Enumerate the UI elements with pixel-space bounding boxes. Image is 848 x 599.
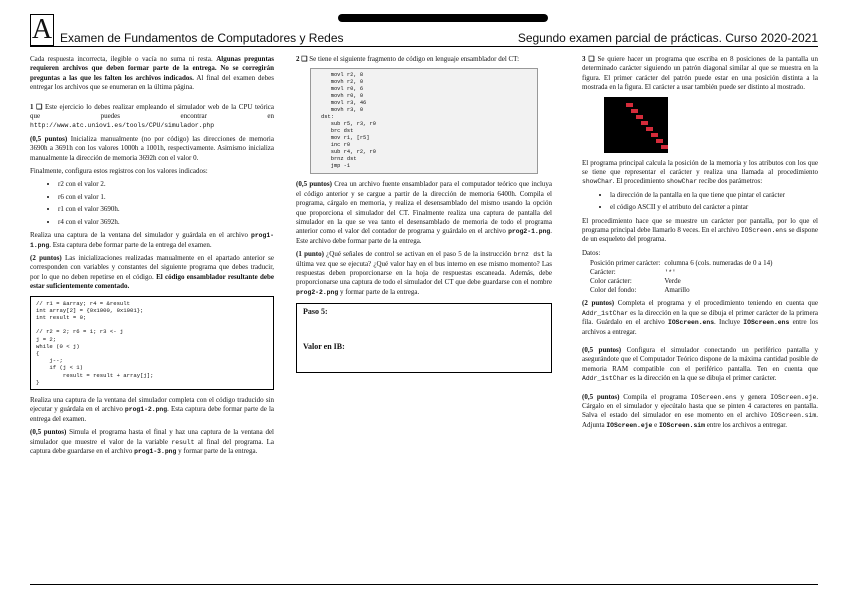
q1-regs-intro: Finalmente, configura estos registros con los valores indicados: xyxy=(30,167,208,176)
table-row: Color del fondo: Amarillo xyxy=(590,286,690,295)
column-3 xyxy=(582,55,818,434)
q1-text: Este ejercicio lo debes realizar empleando el simulador web de la CPU teórica que puedes encontrar en xyxy=(30,102,275,121)
answer-label-step5: Paso 5: xyxy=(303,307,328,317)
answer-label-ib: Valor en IB: xyxy=(303,342,345,352)
table-row: Posición primer carácter: columna 6 (cols. numeradas de 0 a 14) xyxy=(590,259,773,268)
q3-part3-text3: . Cárgalo en el simulador y ejecútalo hasta que se pinten 4 caracteres en pantalla. Salva el estado del simulador en ese momento en el archivo xyxy=(582,392,819,420)
pattern-char xyxy=(636,115,643,119)
q2-part1-points: (0,5 puntos) xyxy=(296,180,332,189)
exam-version-box: A xyxy=(31,14,53,45)
q3-part3-and: e xyxy=(654,420,658,429)
q2-part1-text2: . Este archivo debe formar parte de la entrega. xyxy=(296,227,553,245)
q2-part1 xyxy=(296,180,552,246)
q3-part1-file-2: IOScreen.ens xyxy=(743,319,790,327)
q3-part3-eje: IOScreen.eje xyxy=(770,393,817,401)
q3-data-label: Datos: xyxy=(582,248,601,257)
q3-part2-text: Configura el simulador conectando un periférico pantalla y asegurándote que el Computador Teórico dispone de la máxima cantidad posible de memoria RAM compatible con el periférico pantalla. Ten en cuenta que xyxy=(582,345,819,373)
list-item: • r1 con el valor 3690h. xyxy=(58,205,274,214)
q3-text: Se quiere hacer un programa que escriba en 8 posiciones de la pantalla un determinado carácter siguiendo un patrón diagonal similar al que se muestra en la figura. El primer carácter del patrón puede estar en una posición distinta a la mostrada en la figura. El carácter a usar también puede ser distinto al mostrado. xyxy=(582,55,818,92)
q1-part1-text: Inicializa manualmente (no por código) las direcciones de memoria 3690h a 3691h con los valores 1000h a 1001h, respectivamente. Asimismo inicializa manualmente la dirección de memoria 3692h con el valor 0. xyxy=(30,134,274,162)
list-item: • r2 con el valor 2. xyxy=(58,180,274,189)
diagonal-pattern-figure xyxy=(604,97,668,153)
q3-p3 xyxy=(582,217,818,245)
exam-header xyxy=(30,14,818,47)
pattern-char xyxy=(661,145,668,149)
q1-capture2-text2: . Esta captura debe formar parte de la entrega del examen. xyxy=(30,405,275,423)
q3-p2 xyxy=(582,159,818,187)
q3-part3-ens: IOScreen.ens xyxy=(690,393,737,401)
q1-part1 xyxy=(30,135,274,163)
q2-part2-instr: brnz dst xyxy=(513,251,545,259)
q2-part2-text2: la última vez que se ejecuta? ¿Qué valor hay en el bus interno en ese mismo momento? Las respuestas deben proporcionarse en la hoja de respuestas escaneada. Además, debe proporcionarse una captura de todo el simulador del CT que debe guardarse con el nombre xyxy=(296,250,553,287)
q3-part1-file: IOScreen.ens xyxy=(668,319,715,327)
q2-part1-file: prog2-1.png xyxy=(508,228,551,236)
intro-paragraph xyxy=(30,55,274,93)
q1-part2 xyxy=(30,254,274,292)
q1-part2-bold: El código ensamblador resultante debe estar suficientemente comentado. xyxy=(30,272,275,291)
q1-part2-points: (2 puntos) xyxy=(30,253,62,262)
q1-capture1-text2: . Esta captura debe formar parte de la entrega del examen. xyxy=(49,240,212,249)
pattern-char xyxy=(641,121,648,125)
q1-number: 1 ❑ xyxy=(30,102,43,111)
q3-part3-text: Compila el programa xyxy=(623,392,687,401)
q3-addr-2: Addr_1stChar xyxy=(582,375,629,383)
q2-part1-text: Crea un archivo fuente ensamblador para el computador teórico que incluya el código anterior y se cargue a partir de la dirección de memoria 6400h. Compila el programa, cárgalo en memoria, y realiza el desensamblado del mismo usando la opción que proporciona el simulador del CT. Finalmente realiza una captura de pantalla del simulador en la que se vea tanto el desensamblado de memoria de todo el programa anterior como el valor del contador de programa y guárdalo en el archivo xyxy=(296,180,553,236)
q1-capture1 xyxy=(30,231,274,250)
q1-part3-points: (0,5 puntos) xyxy=(30,428,67,437)
q3-addr: Addr_1stChar xyxy=(582,309,629,317)
q1-part3-file: prog1-3.png xyxy=(134,448,177,455)
q1-part1-points: (0,5 puntos) xyxy=(30,134,68,143)
q1-capture1-text: Realiza una captura de la ventana del simulador y guárdala en el archivo xyxy=(30,231,248,240)
q2-part2 xyxy=(296,250,552,297)
q1-capture1-file: prog1-1.png xyxy=(30,232,274,249)
list-item: • r4 con el valor 3692h. xyxy=(58,218,274,227)
q3-part3-points: (0,5 puntos) xyxy=(582,392,620,401)
column-2 xyxy=(296,55,552,373)
q1-part3 xyxy=(30,428,274,456)
q1-part3-text3: y formar parte de la entrega. xyxy=(178,447,258,455)
pattern-char xyxy=(646,127,653,131)
q3-part2-points: (0,5 puntos) xyxy=(582,345,622,354)
q3-part1 xyxy=(582,299,818,337)
table-row: Carácter: '*' xyxy=(590,268,676,277)
q1-capture2-file: prog1-2.png xyxy=(124,406,168,414)
q3-p2-text: El programa principal calcula la posición de la memoria y los atributos con los que se tiene que representar el carácter y realiza una llamada al procedimiento xyxy=(582,158,818,177)
q3-part1-text2: es la dirección en la que se dibuja el primer carácter de la primera fila. Guárdalo en el archivo xyxy=(582,308,819,327)
q1-part2-text: Las inicializaciones realizadas manualmente en el apartado anterior se corresponden con variables y constantes del siguiente programa que debes traducir, por lo que no deben repetirse en el código. xyxy=(30,253,274,281)
q2-text: Se tiene el siguiente fragmento de código en lenguaje ensamblador del CT: xyxy=(309,55,520,63)
q2-part2-points: (1 punto) xyxy=(296,250,324,259)
q1-register-list xyxy=(30,180,274,227)
q1-part3-var: result xyxy=(171,438,195,446)
intro-text-1: Cada respuesta incorrecta, ilegible o vacía no suma ni resta. xyxy=(30,55,213,63)
q3-part1-text: Completa el programa y el procedimiento teniendo en cuenta que xyxy=(617,299,819,308)
q2-part2-file: prog2-2.png xyxy=(296,288,339,296)
q3-statement xyxy=(582,55,818,93)
pattern-char xyxy=(626,103,633,107)
q3-part3-text2: y genera xyxy=(740,392,767,401)
q3-p3-text: El procedimiento hace que se muestre un carácter por pantalla, por lo que el programa principal debe llamarlo 8 veces. En el archivo xyxy=(582,216,818,235)
q2-number: 2 ❑ xyxy=(296,55,308,63)
q1-capture2-text: Realiza una captura de la ventana del simulador completa con el código traducido sin ejecutar y guárdala en el archivo xyxy=(30,395,274,414)
q3-skeleton-file: IOScreen.ens xyxy=(740,227,787,235)
pattern-char xyxy=(656,139,663,143)
list-item: • r6 con el valor 1. xyxy=(58,193,274,202)
q3-p2-text2: . El procedimiento xyxy=(612,177,665,186)
q2-answer-box[interactable] xyxy=(296,303,552,373)
table-row: Color carácter: Verde xyxy=(590,277,681,286)
q3-part1-points: (2 puntos) xyxy=(582,299,615,308)
q3-part3-sim-2: IOScreen.sim xyxy=(658,421,705,429)
q3-proc-name: showChar xyxy=(582,178,613,186)
q3-part1-text3: . Incluye xyxy=(714,318,741,327)
q1-part3-text2: al final del programa. La captura debe guardarse en el archivo xyxy=(30,437,274,455)
q3-data-table xyxy=(590,259,776,295)
pattern-char xyxy=(651,133,658,137)
q3-param-list xyxy=(582,191,818,213)
q3-part3-adjunta: . Adjunta xyxy=(582,411,819,429)
q3-part3-sim: IOScreen.sim xyxy=(770,412,817,420)
footer-rule xyxy=(30,584,818,585)
q1-part3-text: Simula el programa hasta el final y haz una captura de la ventana del simulador que muestre el valor de la variable xyxy=(30,428,274,446)
q2-asm-code-block: movl r2, 8 movh r2, 0 movl r0, 6 movh r0, 0 movl r3, 46 movh r3, 0 dst: sub r5, r3, r0 brc dst mov r1, [r5] inc r0 sub r4, r2, r0 brnz dst jmp -1 xyxy=(310,68,538,174)
q1-capture2 xyxy=(30,396,274,424)
exam-subtitle: Segundo examen parcial de prácticas. Curso 2020-2021 xyxy=(517,31,818,45)
list-item: • la dirección de la pantalla en la que tiene que pintar el carácter xyxy=(610,191,818,200)
q1-url: http://www.atc.uniovi.es/tools/CPU/simulador.php xyxy=(30,122,215,130)
q3-part3 xyxy=(582,393,818,431)
exam-title: Examen de Fundamentos de Computadores y Redes xyxy=(60,31,344,45)
q3-p2-text3: recibe dos parámetros: xyxy=(698,177,763,186)
q3-part2-text2: es la dirección en la que se dibuja el primer carácter. xyxy=(629,374,777,383)
column-1 xyxy=(30,55,274,460)
q1-c-code-block: // r1 = &array; r4 = &result int array[2] = {0x1000, 0x1001}; int result = 0; // r2 = 2; r6 = 1; r3 <- j j = 2; while (0 < j) { j--; if (j < 1) result = result + array[j]; } xyxy=(30,296,274,390)
q2-statement xyxy=(296,55,552,64)
q3-p3-text2: se dispone de un esqueleto del programa. xyxy=(582,226,819,244)
q3-part3-text4: entre los archivos a entregar. xyxy=(706,420,788,429)
intro-text-3: Al final del examen debes entregar los archivos que se enumeran en la última página. xyxy=(30,73,274,92)
intro-text-bold: Algunas preguntas requieren archivos que deben formar parte de la entrega. No se corregirán preguntas a las que les falten los archivos indicados. xyxy=(30,55,274,82)
q3-number: 3 ❑ xyxy=(582,55,595,63)
q2-part2-text3: y formar parte de la entrega. xyxy=(339,287,420,296)
q3-part2 xyxy=(582,346,818,384)
pattern-char xyxy=(631,109,638,113)
q2-part2-text: ¿Qué señales de control se activan en el paso 5 de la instrucción xyxy=(326,250,512,259)
q3-part3-eje-2: IOScreen.eje xyxy=(606,421,653,429)
q1-statement xyxy=(30,103,274,131)
q3-part1-text4: entre los archivos a entregar. xyxy=(582,318,818,336)
q3-proc-name-2: showChar xyxy=(666,178,698,186)
list-item: • el código ASCII y el atributo del carácter a pintar xyxy=(610,203,818,212)
